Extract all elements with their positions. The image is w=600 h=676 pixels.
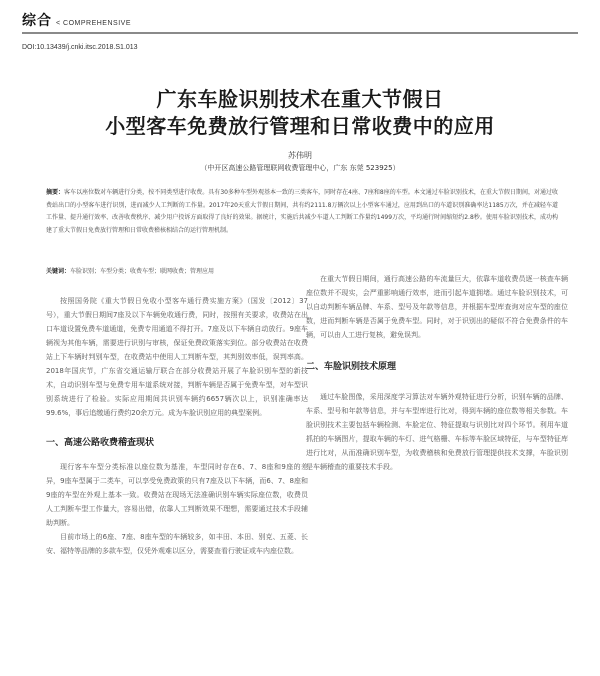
title-line-1: 广东车脸识别技术在重大节假日 xyxy=(156,87,444,111)
intro-paragraph: 按照国务院《重大节假日免收小型客车通行费实施方案》（国发〔2012〕37号），重大节假日期间7座及以下车辆免收通行费，同时，按照有关要求，收费站在出口车道设置免费车道通道，免费专用通道不得打开。7座及以下车辆自动放行。9座车辆视为其他车辆，需要进行识别与审核，保证免费政策落实到位。部分收费站在收费站上下车辆时判别车型，在收费站中使用人工判断车型，其判别效率低，误判率高。2018年国庆节，广东省交通运输厅联合在部分收费站开展了车脸识别车型的新技术，自动识别车型与免费专用车道系统对接，判断车辆是否属于免费车型，对车型识别系统进行了检验。实际应用期间共识别车辆约6657辆次以上，识别准确率达99.6%，事后追缴通行费约20余万元。成为车脸识别应用的典型案例。 xyxy=(46,297,308,417)
section1-paragraph-1: 现行客车车型分类标准以座位数为基准，车型同时存在6、7、8座和9座的差异，9座车型属于二类车，可以享受免费政策的只有7座及以下车辆，而6、7、8座和9座的车型在外观上基本一致。收费站在现场无法准确识别车辆实际座位数，收费员人工判断车型工作量大，容易出错，依靠人工判断效果不理想，需要通过技术手段辅助判断。 xyxy=(46,463,308,527)
keywords-text: 车脸识别；车型分类；收费车型；联网收费；管理应用 xyxy=(70,268,215,275)
doi: DOI:10.13439/j.cnki.itsc.2018.S1.013 xyxy=(22,44,138,51)
section-label-en: < COMPREHENSIVE xyxy=(56,20,131,27)
left-column xyxy=(46,294,308,558)
keywords-label: 关键词： xyxy=(46,268,71,275)
abstract-text: 客车以座位数对车辆进行分类，按不同类型进行收费。具有30多种车型外观基本一致的三类客车，同时存在4座、7座和8座的车型。本文通过车脸识别技术，在重大节假日期间，对通过收费站出口的小型客车进行识别，进而减少人工判断的工作量。2017年20天重大节假日期间，共有约2111.8万辆次以上小型客车通过，应用到出口的车道识别准确率达1185万次，并在减轻车道工作量、提升通行效率、改善收费秩序、减少用户投诉方面取得了良好的效果。据统计，实施后共减少车道人工判断工作量约1499万次，平均通行时间缩短约2.8秒。使用车脸识别技术，成功构建了重大节假日免费放行管理和日常收费稽核相结合的运行管理机制。 xyxy=(46,189,558,234)
abstract-label: 摘要： xyxy=(46,189,65,196)
section1-paragraph-2: 目前市场上的6座、7座、8座车型的车辆较多，如丰田、本田、别克、五菱、长安、福特等品牌的多款车型，仅凭外观难以区分，需要查看行驶证或车内座位数。 xyxy=(46,533,308,555)
section-label: 综合 xyxy=(22,13,52,29)
journal-header xyxy=(22,10,578,34)
title-line-2: 小型客车免费放行管理和日常收费中的应用 xyxy=(105,114,495,138)
right-intro-paragraph: 在重大节假日期间，通行高速公路的车流量巨大，依靠车道收费员逐一核查车辆座位数并不现实，会严重影响通行效率，进而引起车道拥堵。通过车脸识别技术，可以自动判断车辆品牌、车系、型号及年款等信息，并根据车型库查询对应车型的座位数，进而判断车辆是否属于免费车型。同时，对于识别出的疑似不符合免费条件的车辆，可以由人工进行复核，避免误判。 xyxy=(306,275,568,339)
right-column xyxy=(306,272,568,474)
abstract xyxy=(46,187,558,237)
author: 苏伟明 xyxy=(288,151,312,160)
affiliation: （中开区高速公路管理联网收费管理中心，广东 东莞 523925） xyxy=(200,164,400,172)
section2-paragraph-1: 通过车脸图像，采用深度学习算法对车辆外观特征进行分析，识别车辆的品牌、车系、型号和年款等信息，并与车型库进行比对，得到车辆的座位数等相关参数。车脸识别技术主要包括车辆检测、车脸定位、特征提取与识别比对四个环节。利用车道抓拍的车辆图片，提取车辆的车灯、进气格栅、车标等车脸区域特征，与车型特征库进行比对，从而准确识别车型，为收费稽核和免费放行管理提供技术支撑，车脸识别是车辆稽查的重要技术手段。 xyxy=(306,393,568,471)
section-heading-1: 一、高速公路收费稽查现状 xyxy=(46,438,155,448)
section-heading-2: 二、车脸识别技术原理 xyxy=(306,362,397,372)
